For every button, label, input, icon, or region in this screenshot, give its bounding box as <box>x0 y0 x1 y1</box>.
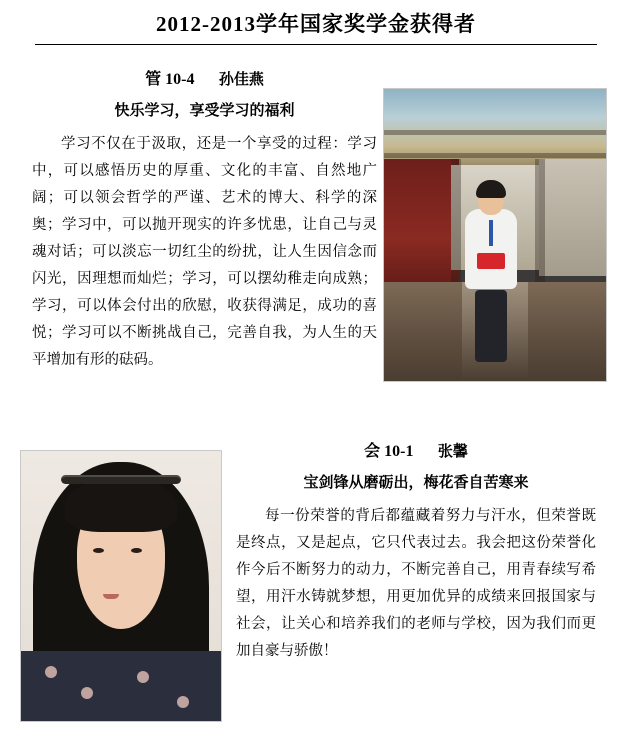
photo-fringe <box>65 478 177 532</box>
page-title: 2012-2013学年国家奖学金获得者 <box>156 12 476 36</box>
photo-right-wall <box>539 159 606 276</box>
scholarship-entry <box>0 66 632 396</box>
photo-ceiling-beam <box>384 130 606 135</box>
photo-pillar <box>535 159 545 282</box>
entry-heading <box>236 438 596 461</box>
photo-artwork-portrait <box>21 451 221 721</box>
entry-name: 张馨 <box>437 443 468 460</box>
photo-shirt <box>21 651 221 721</box>
entry-body: 学习不仅在于汲取，还是一个享受的过程：学习中，可以感悟历史的厚重、文化的丰富、自然地广阔；可以领会哲学的严谨、艺术的博大、科学的深奥；学习中，可以抛开现实的许多忧患，让自己与灵魂对话；可以淡忘一切红尘的纷扰，让人生因信念而闪光，因理想而灿烂；学习，可以摆幼稚走向成熟；学习，可以体会付出的欣慰，收获得满足，成功的喜悦；学习可以不断挑战自己，完善自我，为人生的天平增加有形的砝码。 <box>32 136 377 368</box>
photo-person-legs <box>475 290 507 362</box>
photo-person-lanyard <box>489 220 493 246</box>
photo-person-badge <box>477 253 505 269</box>
photo-floral-pattern <box>45 666 57 678</box>
scholarship-entry <box>0 438 632 728</box>
title-divider <box>35 44 597 45</box>
entry-heading <box>32 66 377 89</box>
photo-headband <box>61 475 181 484</box>
entry-class: 会 10-1 <box>364 443 414 460</box>
photo-left-wall <box>384 159 459 293</box>
photo-pillar <box>451 159 461 282</box>
entry-slogan: 快乐学习，享受学习的福利 <box>114 102 295 119</box>
entry-slogan: 宝剑锋从磨砺出，梅花香自苦寒来 <box>303 474 529 491</box>
photo-floral-pattern <box>177 696 189 708</box>
entry-name: 孙佳燕 <box>218 71 264 88</box>
photo-artwork-hall <box>384 89 606 381</box>
photo-ceiling-beam <box>384 153 606 158</box>
entry-body: 每一份荣誉的背后都蕴藏着努力与汗水，但荣誉既是终点，又是起点，它只代表过去。我会把这份荣誉化作今后不断努力的动力，不断完善自己，用青春续写希望，用汗水铸就梦想，用更加优异的成绩来回报国家与社会，让关心和培养我们的老师与学校，因为我们而更加自豪与骄傲！ <box>236 508 596 659</box>
entry-text-column <box>32 66 377 374</box>
entry-text-column <box>236 438 596 665</box>
entry-class: 管 10-4 <box>145 71 195 88</box>
entry-photo <box>383 88 607 382</box>
entry-photo <box>20 450 222 722</box>
